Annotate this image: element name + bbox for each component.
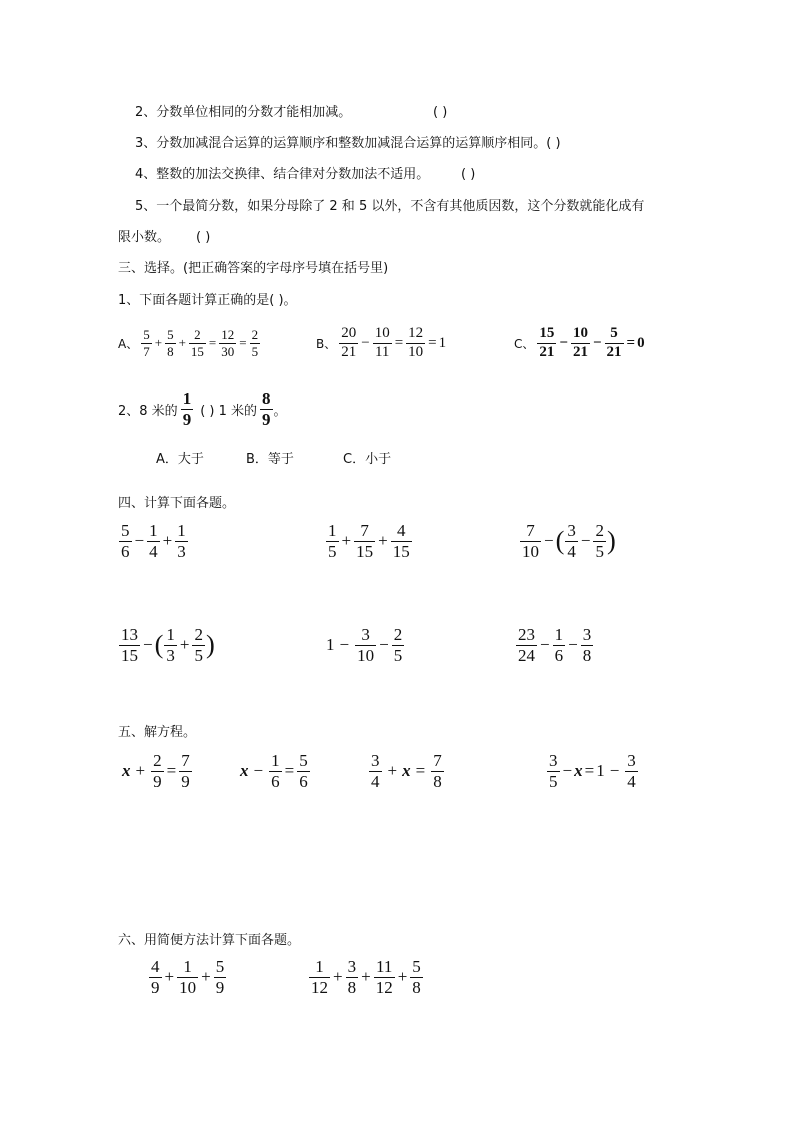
calc-6: $\frac{23}{24}$ − $\frac{1}{6}$ − $\frac{3}{8}$	[518, 625, 592, 665]
fraction: $\frac{3}{4}$	[371, 751, 380, 791]
calc-4: $\frac{13}{15}$ − ( $\frac{1}{3}$ + $\frac{2}{5}$ )	[121, 625, 215, 665]
section-4-title: 四、计算下面各题。	[118, 496, 236, 511]
fraction: $\frac{3}{8}$	[582, 625, 592, 665]
fraction: $\frac{2}{9}$	[153, 751, 162, 791]
fraction: $\frac{8}{9}$	[262, 389, 271, 429]
fraction: $\frac{1}{6}$	[554, 625, 564, 665]
fraction: $\frac{3}{5}$	[549, 751, 558, 791]
fraction: $\frac{11}{12}$	[375, 957, 393, 997]
section-6-title: 六、用简便方法计算下面各题。	[118, 933, 301, 948]
fraction: $\frac{2}{5}$	[595, 521, 604, 561]
fraction: $\frac{12}{10}$	[408, 325, 424, 360]
fraction: $\frac{7}{9}$	[181, 751, 190, 791]
answer-blank[interactable]: ( )	[461, 167, 476, 182]
fraction: $\frac{3}{8}$	[347, 957, 357, 997]
choice-q2: 2、8 米的 $\frac{1}{9}$ ( ) 1 米的 $\frac{8}{9}$ 。	[118, 389, 287, 429]
answer-blank[interactable]: ( ) 1 米的	[200, 403, 257, 419]
fraction: $\frac{5}{8}$	[412, 957, 421, 997]
calc-1: $\frac{5}{6}$ − $\frac{1}{4}$ + $\frac{1}{3}$	[121, 521, 186, 561]
fraction: $\frac{15}{21}$	[539, 325, 555, 360]
option-b: B、 $\frac{20}{21}$ − $\frac{10}{11}$ = $\frac{12}{10}$ = 1	[316, 325, 447, 360]
fraction: $\frac{2}{5}$	[251, 327, 259, 359]
fraction: $\frac{2}{5}$	[194, 625, 203, 665]
fraction: $\frac{7}{10}$	[522, 521, 539, 561]
fraction: $\frac{10}{11}$	[374, 325, 390, 360]
fraction: $\frac{4}{15}$	[392, 521, 410, 561]
equation-3: $\frac{3}{4}$ + x = $\frac{7}{8}$	[371, 751, 442, 791]
fraction: $\frac{13}{15}$	[121, 625, 138, 665]
fraction: $\frac{3}{4}$	[567, 521, 576, 561]
judge-q3: 3、分数加减混合运算的运算顺序和整数加减混合运算的运算顺序相同。( )	[135, 136, 561, 151]
fraction: $\frac{12}{30}$	[221, 327, 235, 359]
fraction: $\frac{2}{5}$	[393, 625, 403, 665]
fraction: $\frac{5}{6}$	[299, 751, 308, 791]
fraction: $\frac{1}{4}$	[149, 521, 158, 561]
fraction: $\frac{1}{10}$	[179, 957, 197, 997]
fraction: $\frac{1}{3}$	[177, 521, 186, 561]
fraction: $\frac{4}{9}$	[151, 957, 160, 997]
fraction: $\frac{5}{21}$	[606, 325, 622, 360]
calc-3: $\frac{7}{10}$ − ( $\frac{3}{4}$ − $\frac{2}{5}$ )	[522, 521, 616, 561]
fraction: $\frac{1}{12}$	[311, 957, 328, 997]
fraction: $\frac{2}{15}$	[190, 327, 204, 359]
simplify-1: $\frac{4}{9}$ + $\frac{1}{10}$ + $\frac{5}{9}$	[151, 957, 225, 997]
fraction: $\frac{5}{8}$	[167, 327, 174, 359]
equation-1: x + $\frac{2}{9}$ = $\frac{7}{9}$	[122, 751, 190, 791]
fraction: $\frac{1}{9}$	[182, 389, 192, 429]
calc-2: $\frac{1}{5}$ + $\frac{7}{15}$ + $\frac{4}{15}$	[328, 521, 410, 561]
fraction: $\frac{5}{7}$	[143, 327, 150, 359]
equation-2: x − $\frac{1}{6}$ = $\frac{5}{6}$	[240, 751, 308, 791]
choice-b[interactable]: B．等于	[246, 452, 294, 467]
judge-q4: 4、整数的加法交换律、结合律对分数加法不适用。 ( )	[135, 167, 476, 182]
equation-4: $\frac{3}{5}$ − x = 1 − $\frac{3}{4}$	[549, 751, 636, 791]
fraction: $\frac{3}{10}$	[357, 625, 375, 665]
fraction: $\frac{5}{6}$	[121, 521, 130, 561]
fraction: $\frac{1}{3}$	[166, 625, 175, 665]
choice-q1: 1、下面各题计算正确的是( )。	[118, 293, 297, 308]
fraction: $\frac{5}{9}$	[215, 957, 225, 997]
option-a: A、 $\frac{5}{7}$ + $\frac{5}{8}$ + $\frac{2}{15}$ = $\frac{12}{30}$ = $\frac{2}{5}$	[118, 327, 259, 359]
fraction: $\frac{7}{15}$	[356, 521, 374, 561]
fraction: $\frac{1}{6}$	[271, 751, 280, 791]
fraction: $\frac{10}{21}$	[572, 325, 588, 360]
judge-q5-line1: 5、一个最简分数，如果分母除了 2 和 5 以外，不含有其他质因数，这个分数就能化成有	[135, 199, 645, 214]
judge-q5-line2: 限小数。 ( )	[118, 230, 211, 245]
choice-c[interactable]: C．小于	[343, 452, 392, 467]
option-c: C、 $\frac{15}{21}$ − $\frac{10}{21}$ − $\frac{5}{21}$ = 0	[514, 325, 645, 360]
fraction: $\frac{3}{4}$	[627, 751, 636, 791]
section-5-title: 五、解方程。	[118, 725, 197, 740]
simplify-2: $\frac{1}{12}$ + $\frac{3}{8}$ + $\frac{11}{12}$ + $\frac{5}{8}$	[311, 957, 421, 997]
choice-a[interactable]: A．大于	[156, 452, 204, 467]
answer-blank[interactable]: ( )	[433, 105, 448, 120]
fraction: $\frac{23}{24}$	[518, 625, 535, 665]
calc-5: 1 − $\frac{3}{10}$ − $\frac{2}{5}$	[326, 625, 403, 665]
section-3-title: 三、选择。(把正确答案的字母序号填在括号里)	[118, 261, 389, 276]
fraction: $\frac{7}{8}$	[433, 751, 442, 791]
fraction: $\frac{1}{5}$	[328, 521, 337, 561]
judge-q2: 2、分数单位相同的分数才能相加减。 ( )	[135, 105, 448, 120]
fraction: $\frac{20}{21}$	[341, 325, 357, 360]
answer-blank[interactable]: ( )	[196, 230, 211, 245]
